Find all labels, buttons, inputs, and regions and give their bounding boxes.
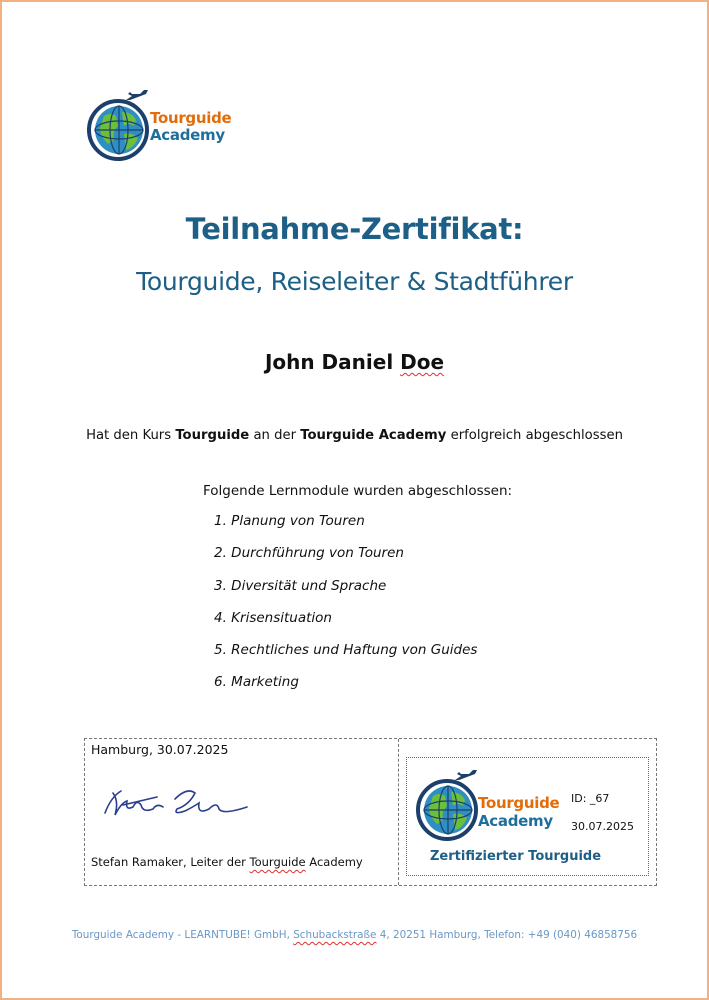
modules-heading: Folgende Lernmodule wurden abgeschlossen: bbox=[203, 483, 513, 499]
recipient-name bbox=[0, 350, 709, 374]
signer-caption bbox=[91, 855, 363, 869]
table-divider bbox=[398, 739, 399, 885]
badge-logo-text-academy: Academy bbox=[478, 812, 553, 830]
badge-caption: Zertifizierter Tourguide bbox=[430, 849, 602, 864]
footer-part2: 4, 20251 Hamburg, Telefon: +49 (040) 46858756 bbox=[379, 929, 638, 941]
completion-institution: Tourguide Academy bbox=[300, 428, 447, 443]
badge-date: 30.07.2025 bbox=[571, 820, 634, 833]
place-date: Hamburg, 30.07.2025 bbox=[91, 742, 229, 757]
signer-org-word: Tourguide bbox=[249, 855, 306, 869]
recipient-first-names: John Daniel bbox=[264, 350, 394, 374]
footer-part1: Tourguide Academy - LEARNTUBE! GmbH, bbox=[71, 929, 290, 941]
completion-prefix: Hat den Kurs bbox=[86, 428, 172, 443]
recipient-last-name: Doe bbox=[400, 350, 445, 374]
completion-course: Tourguide bbox=[175, 428, 250, 443]
completion-statement bbox=[0, 428, 709, 443]
handwritten-signature bbox=[97, 779, 257, 827]
module-item: 4. Krisensituation bbox=[214, 609, 332, 626]
badge-id: ID: _67 bbox=[571, 792, 610, 805]
module-item: 2. Durchführung von Touren bbox=[214, 545, 404, 562]
academy-logo bbox=[86, 86, 232, 166]
globe-plane-icon bbox=[86, 86, 156, 166]
completion-middle: an der bbox=[253, 428, 296, 443]
completion-suffix: erfolgreich abgeschlossen bbox=[450, 428, 623, 443]
module-item: 1. Planung von Touren bbox=[214, 513, 365, 529]
badge-logo-text-tourguide: Tourguide bbox=[478, 794, 560, 812]
globe-plane-icon bbox=[415, 766, 485, 846]
certificate-title: Teilnahme-Zertifikat: bbox=[185, 212, 524, 246]
certification-badge bbox=[406, 757, 649, 876]
module-item: 6. Marketing bbox=[214, 674, 299, 691]
footer-street: Schubackstraße bbox=[293, 929, 377, 941]
footer-address bbox=[0, 929, 709, 941]
signer-prefix: Stefan Ramaker, Leiter der bbox=[91, 855, 246, 869]
certificate-subtitle: Tourguide, Reiseleiter & Stadtführer bbox=[136, 267, 573, 296]
badge-logo bbox=[415, 766, 560, 851]
module-item: 3. Diversität und Sprache bbox=[214, 577, 387, 594]
logo-text-tourguide: Tourguide bbox=[150, 109, 232, 127]
signature-table bbox=[84, 738, 657, 886]
logo-text-academy: Academy bbox=[150, 126, 225, 144]
module-item: 5. Rechtliches und Haftung von Guides bbox=[214, 642, 478, 659]
modules-list bbox=[214, 513, 477, 707]
signer-suffix: Academy bbox=[309, 855, 363, 869]
